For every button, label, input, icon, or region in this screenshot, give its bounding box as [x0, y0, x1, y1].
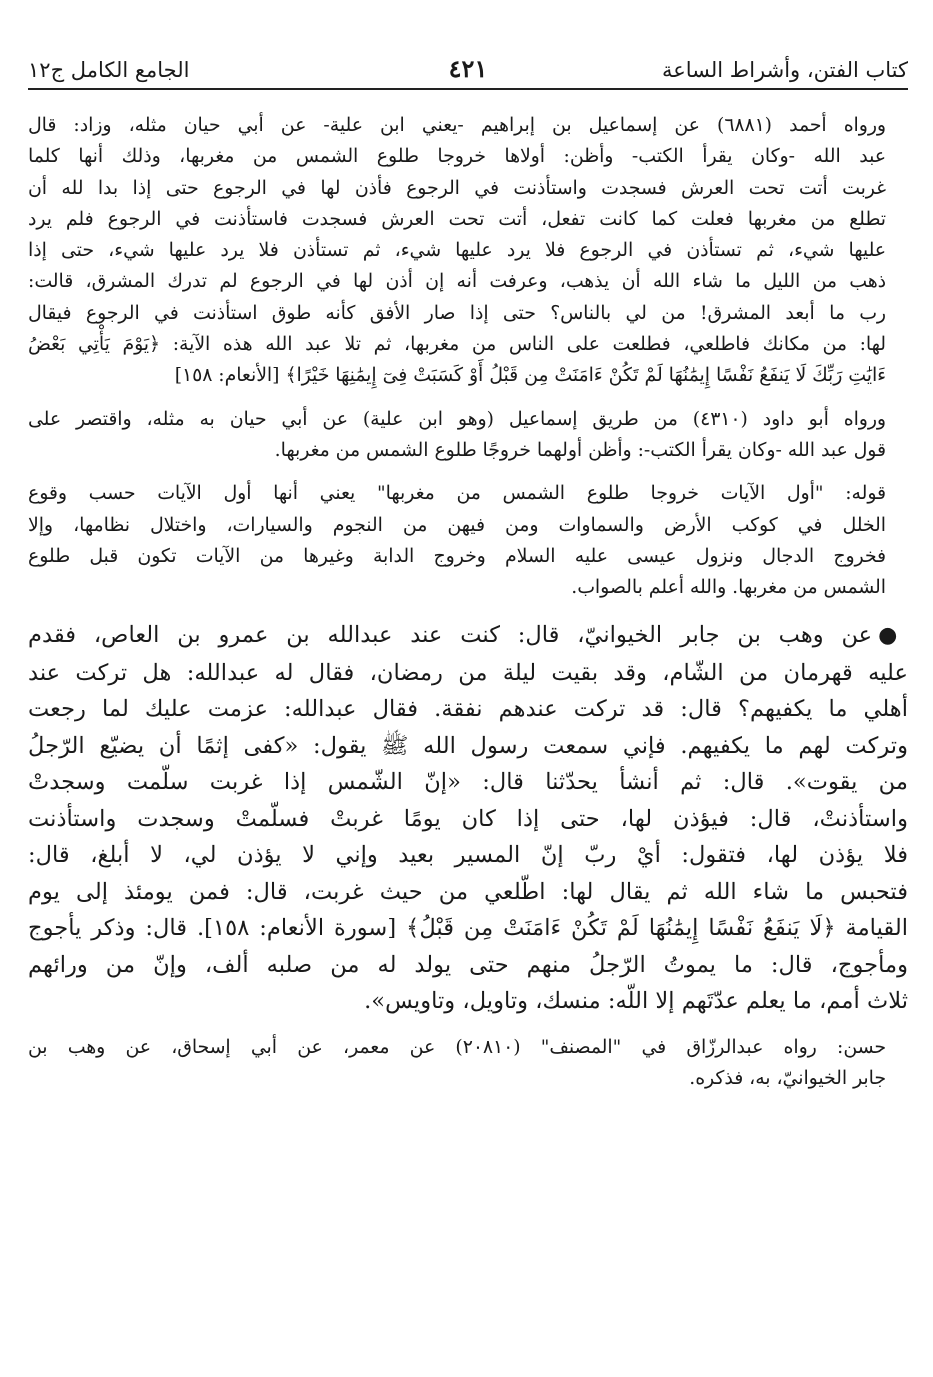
running-header	[28, 50, 908, 86]
text-line: الخلل في كوكب الأرض والسماوات ومن فيهن من النجوم والسيارات، واختلال نظامها، وإلا	[28, 514, 886, 536]
text-line-content: عن وهب بن جابر الخيوانيّ، قال: كنت عند عبدالله بن عمرو بن العاص، فقدم	[28, 622, 873, 649]
commentary-paragraph-2	[28, 404, 908, 467]
header-rule	[28, 88, 908, 90]
page-body	[28, 110, 908, 1095]
hadith-block	[28, 617, 908, 1020]
chapter-title: كتاب الفتن، وأشراط الساعة	[661, 58, 908, 82]
page	[28, 50, 908, 1107]
commentary-paragraph-3	[28, 478, 908, 603]
bullet-icon: ●	[878, 623, 908, 649]
text-line: حسن: رواه عبدالرزّاق في "المصنف" (٢٠٨١٠) عن معمر، عن أبي إسحاق، عن وهب بن	[28, 1036, 886, 1058]
text-line: من يقوت». قال: ثم أنشأ يحدّثنا قال: «إنّ الشّمس إذا غربت سلّمت وسجدتْ	[28, 769, 908, 796]
text-line: ورواه أبو داود (٤٣١٠) من طريق إسماعيل (وهو ابن علية) عن أبي حيان به مثله، واقتصر على	[28, 408, 886, 430]
text-line: ورواه أحمد (٦٨٨١) عن إسماعيل بن إبراهيم -يعني ابن علية- عن أبي حيان مثله، وزاد: قال	[28, 115, 886, 136]
text-line: أهلي ما يكفيهم؟ قال: قد تركت عندهم نفقة. فقال عبدالله: عزمت عليك لما رجعت	[28, 696, 908, 723]
text-line: جابر الخيوانيّ، به، فذكره.	[689, 1068, 886, 1090]
text-line: ءَايَٰتِ رَبِّكَ لَا يَنفَعُ نَفْسًا إِيمَٰنُهَا لَمْ تَكُنْ ءَامَنَتْ مِن قَبْلُ أَوْ كَسَبَتْ فِىٓ إِيمَٰنِهَا خَيْرًا﴾ [الأنعام: ١٥٨]	[174, 365, 886, 387]
commentary-paragraph-1	[28, 110, 908, 392]
text-line: لها: من مكانك فاطلعي، فطلعت على الناس من مغربها، ثم تلا عبد الله هذه الآية: ﴿يَوْمَ يَأْتِي بَعْضُ	[28, 334, 886, 356]
text-line: فتحبس ما شاء الله ثم يقال لها: اطّلعي من حيث غربت، قال: فمن يومئذ إلى يوم	[28, 878, 908, 905]
text-line: عبد الله -وكان يقرأ الكتب- وأظن: أولاها خروجا طلوع الشمس من مغربها، وذلك أنها كلما	[28, 146, 886, 168]
text-line: القيامة ﴿لَا يَنفَعُ نَفْسًا إِيمَٰنُهَا لَمْ تَكُنْ ءَامَنَتْ مِن قَبْلُ﴾ [سورة الأنعام: ١٥٨]. قال: وذكر يأجوج	[28, 915, 908, 942]
text-line: فلا يؤذن لها، فتقول: أيْ ربّ إنّ المسير بعيد وإني لا يؤذن لي، لا أبلغ، قال:	[28, 842, 908, 869]
text-line: رب ما أبعد المشرق! من لي بالناس؟ حتى إذا صار الأفق كأنه طوق استأذنت في الرجوع فيقال	[28, 302, 886, 324]
page-number: ٤٢١	[448, 54, 488, 83]
text-line: عليها شيء، ثم تستأذن في الرجوع فلا يرد عليها شيء، ثم تستأذن فلا يرد عليها شيء، حتى إذا	[28, 240, 886, 262]
text-line: الشمس من مغربها. والله أعلم بالصواب.	[571, 577, 886, 599]
text-line: قوله: "أول الآيات خروجا طلوع الشمس من مغربها" يعني أنها أول الآيات حسب وقوع	[28, 483, 886, 505]
text-line: تطلع من مغربها فعلت كما كانت تفعل، أتت تحت العرش فسجدت فاستأذنت في الرجوع فلم يرد	[28, 208, 886, 230]
takhrij-text	[28, 1032, 908, 1095]
text-line: وتركت لهم ما يكفيهم. فإني سمعت رسول الله ﷺ يقول: «كفى إثمًا أن يضيّع الرّجلُ	[28, 732, 908, 759]
text-line	[28, 617, 908, 655]
takhrij-block	[28, 1032, 908, 1095]
text-line: قول عبد الله -وكان يقرأ الكتب-: وأظن أولهما خروجًا طلوع الشمس من مغربها.	[274, 439, 886, 461]
text-line: عليه قهرمان من الشّام، وقد بقيت ليلة من رمضان، فقال له عبدالله: هل تركت عند	[28, 659, 908, 686]
text-line: ثلاث أمم، ما يعلم عدّتَهم إلا اللّه: منسك، وتاويل، وتاويس».	[364, 988, 908, 1015]
hadith-text	[28, 617, 908, 1020]
commentary-block	[28, 110, 908, 603]
text-line: ومأجوج، قال: ما يموتُ الرّجلُ منهم حتى يولد له من صلبه ألف، وإنّ من ورائهم	[28, 951, 908, 978]
book-title: الجامع الكامل ج١٢	[28, 58, 190, 82]
text-line: فخروج الدجال ونزول عيسى عليه السلام وخروج الدابة وغيرها من الآيات تكون قبل طلوع	[28, 545, 886, 567]
text-line: غربت أتت تحت العرش فسجدت واستأذنت في الرجوع فأذن لها في الرجوع حتى إذا بدا لله أن	[28, 177, 886, 199]
text-line: ذهب من الليل ما شاء الله أن يذهب، وعرفت أنه إن أذن لها في الرجوع لم تدرك المشرق، قالت:	[28, 271, 886, 293]
text-line: واستأذنتْ، قال: فيؤذن لها، حتى إذا كان يومًا غربتْ فسلّمتْ وسجدت واستأذنت	[28, 805, 908, 832]
